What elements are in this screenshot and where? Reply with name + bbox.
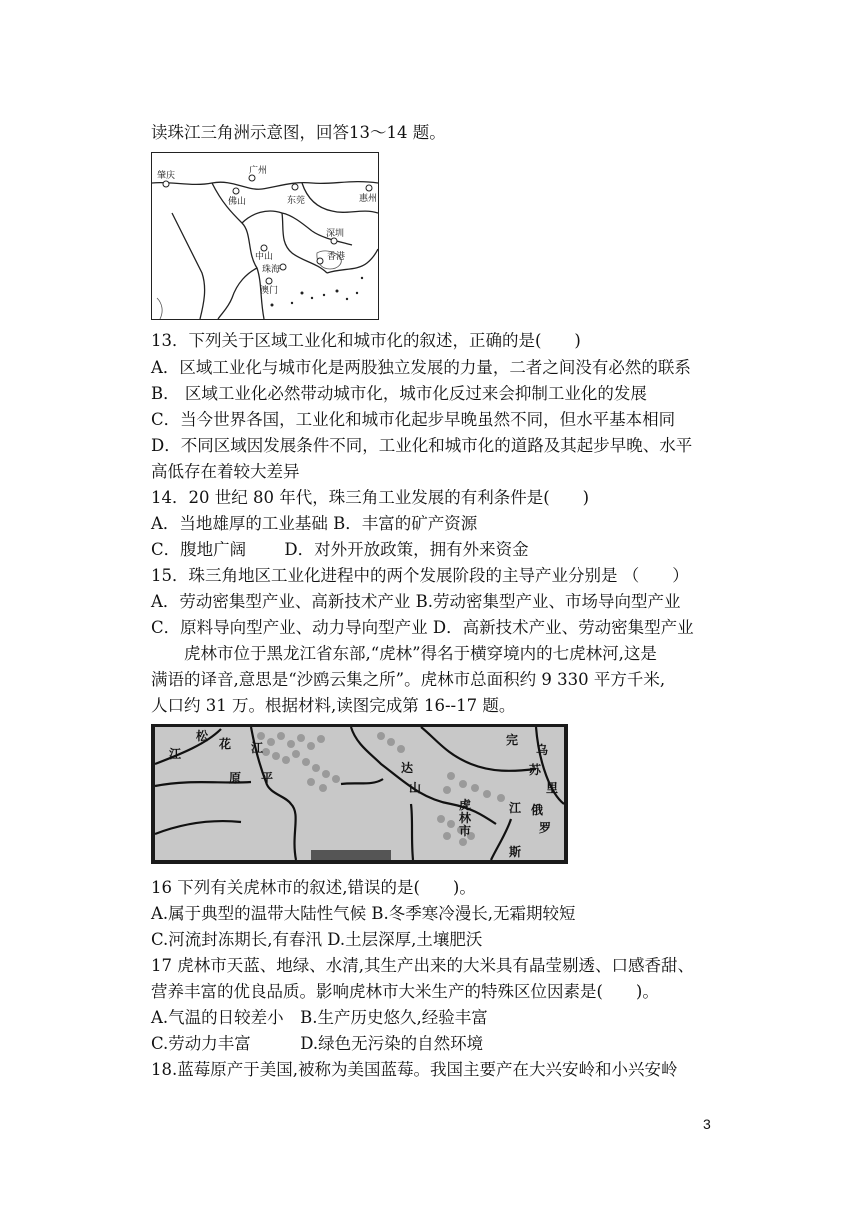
question-17-cont: 营养丰富的优良品质。影响虎林市大米生产的特殊区位因素是( )。 bbox=[151, 982, 659, 1001]
pearl-river-delta-map bbox=[151, 152, 379, 320]
option-16cd: C.河流封冻期长,有春汛 D.土层深厚,土壤肥沃 bbox=[151, 930, 483, 949]
question-17: 17 虎林市天蓝、地绿、水清,其生产出来的大米具有晶莹剔透、口感香甜、 bbox=[151, 956, 694, 975]
map2-label: 达 bbox=[401, 761, 414, 775]
map2-label: 江 bbox=[169, 747, 182, 761]
hulin-map bbox=[151, 724, 568, 864]
pearl-river-delta-map-svg bbox=[152, 153, 378, 319]
option-15ab: A．劳动密集型产业、高新技术产业 B.劳动密集型产业、市场导向型产业 bbox=[151, 592, 681, 611]
map1-label: 惠州 bbox=[359, 194, 378, 204]
hulin-intro-2: 满语的译音,意思是“沙鸥云集之所”。虎林市总面积约 9 330 平方千米, bbox=[151, 670, 666, 689]
map2-label: 花 bbox=[219, 737, 232, 751]
map1-label: 广州 bbox=[249, 166, 268, 176]
option-16ab: A.属于典型的温带大陆性气候 B.冬季寒冷漫长,无霜期较短 bbox=[151, 904, 576, 923]
map2-label: 俄 bbox=[531, 803, 544, 817]
map2-label: 山 bbox=[409, 781, 422, 795]
map2-label: 乌 bbox=[536, 743, 549, 757]
option-13a: A．区域工业化与城市化是两股独立发展的力量，二者之间没有必然的联系 bbox=[151, 358, 691, 377]
map1-label: 珠海 bbox=[262, 265, 281, 275]
map2-label: 原 bbox=[229, 771, 242, 785]
hulin-intro-1: 虎林市位于黑龙江省东部,“虎林”得名于横穿境内的七虎林河,这是 bbox=[151, 644, 657, 663]
map1-label: 香港 bbox=[327, 252, 346, 262]
map2-label: 松 bbox=[196, 729, 209, 743]
map1-label: 佛山 bbox=[228, 197, 247, 207]
map1-label: 澳门 bbox=[260, 286, 279, 296]
hulin-intro-3: 人口约 31 万。根据材料,读图完成第 16--17 题。 bbox=[151, 696, 516, 715]
option-14ab: A．当地雄厚的工业基础 B．丰富的矿产资源 bbox=[151, 514, 478, 533]
option-13b: B． 区域工业化必然带动城市化，城市化反过来会抑制工业化的发展 bbox=[151, 384, 647, 403]
question-15: 15．珠三角地区工业化进程中的两个发展阶段的主导产业分别是 （ ） bbox=[151, 566, 689, 585]
map2-label: 平 bbox=[261, 771, 274, 785]
map1-label: 中山 bbox=[255, 252, 274, 262]
option-15cd: C．原料导向型产业、动力导向型产业 D．高新技术产业、劳动密集型产业 bbox=[151, 618, 694, 637]
hulin-map-svg bbox=[151, 724, 568, 864]
map2-label: 市 bbox=[459, 824, 472, 838]
map1-label: 深圳 bbox=[326, 229, 345, 239]
map2-label: 里 bbox=[546, 781, 559, 795]
map2-label: 斯 bbox=[509, 845, 522, 859]
option-13c: C．当今世界各国，工业化和城市化起步早晚虽然不同，但水平基本相同 bbox=[151, 410, 676, 429]
intro-13-14: 读珠江三角洲示意图，回答13～14 题。 bbox=[151, 123, 446, 142]
map2-label: 完 bbox=[506, 733, 519, 747]
map1-label: 肇庆 bbox=[157, 171, 176, 181]
question-16: 16 下列有关虎林市的叙述,错误的是( )。 bbox=[151, 878, 476, 897]
map1-label: 东莞 bbox=[287, 196, 306, 206]
map2-label: 苏 bbox=[529, 763, 542, 777]
map2-label: 江 bbox=[251, 741, 264, 755]
map2-label: 虎 bbox=[459, 798, 472, 812]
option-17ab: A.气温的日较差小 B.生产历史悠久,经验丰富 bbox=[151, 1008, 488, 1027]
option-13d: D．不同区域因发展条件不同，工业化和城市化的道路及其起步早晚、水平 bbox=[151, 436, 693, 455]
option-13d-cont: 高低存在着较大差异 bbox=[151, 462, 300, 481]
map2-label: 罗 bbox=[539, 821, 552, 835]
question-14: 14．20 世纪 80 年代，珠三角工业发展的有利条件是( ) bbox=[151, 488, 590, 507]
map2-label: 林 bbox=[459, 811, 472, 825]
option-17cd: C.劳动力丰富 D.绿色无污染的自然环境 bbox=[151, 1034, 484, 1053]
question-13: 13．下列关于区域工业化和城市化的叙述，正确的是( ) bbox=[151, 331, 581, 350]
question-18: 18.蓝莓原产于美国,被称为美国蓝莓。我国主要产在大兴安岭和小兴安岭 bbox=[151, 1060, 678, 1079]
option-14cd: C．腹地广阔 D．对外开放政策，拥有外来资金 bbox=[151, 540, 529, 559]
map2-label: 江 bbox=[509, 801, 522, 815]
page-number: 3 bbox=[703, 1116, 711, 1132]
